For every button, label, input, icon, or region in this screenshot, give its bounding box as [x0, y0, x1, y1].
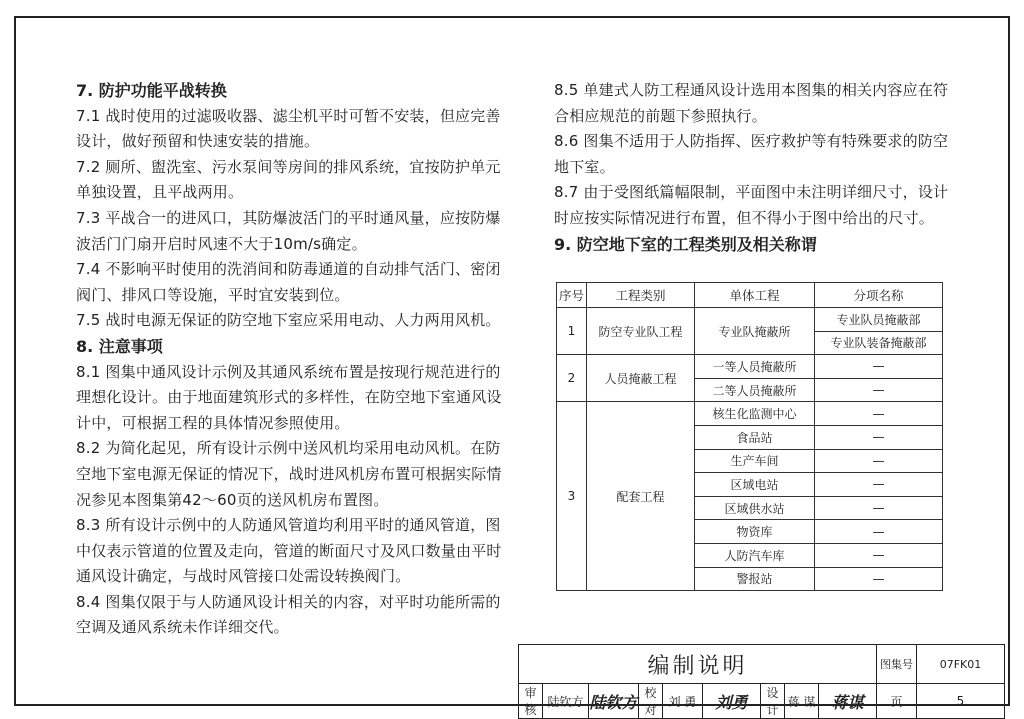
checker-signature: 刘勇: [703, 684, 761, 719]
unit-cell: 食品站: [695, 425, 815, 449]
unit-cell: 警报站: [695, 567, 815, 591]
unit-cell: 人防汽车库: [695, 543, 815, 567]
table-row: [557, 355, 943, 379]
para-8-1: 8.1 图集中通风设计示例及其通风系统布置是按现行规范进行的理想化设计。由于地面建筑形式的多样性，在防空地下室通风设计中，可根据工程的具体情况参照使用。: [76, 362, 502, 432]
category-cell: 人员掩蔽工程: [587, 355, 695, 402]
designer-name: 蒋 谋: [785, 684, 819, 719]
checker-name: 刘 勇: [663, 684, 703, 719]
table-row: [557, 308, 943, 332]
left-column: [76, 78, 506, 641]
right-column: [554, 78, 954, 257]
row-number: 1: [557, 308, 587, 355]
title-block: [518, 644, 1005, 719]
para-8-2: 8.2 为简化起见，所有设计示例中送风机均采用电动风机。在防空地下室电源无保证的情况下，战时进风机房布置可根据实际情况参见本图集第42～60页的送风机房布置图。: [76, 439, 502, 509]
section-9-title: 9. 防空地下室的工程类别及相关称谓: [554, 234, 817, 254]
para-8-5: 8.5 单建式人防工程通风设计选用本图集的相关内容应在符合相应规范的前题下参照执行。: [554, 81, 949, 125]
para-7-1: 7.1 战时使用的过滤吸收器、滤尘机平时可暂不安装，但应完善设计，做好预留和快速安装的措施。: [76, 106, 501, 151]
designer-signature: 蒋谋: [819, 684, 877, 719]
para-7-3: 7.3 平战合一的进风口，其防爆波活门的平时通风量，应按防爆波活门门扇开启时风速不大于10m/s确定。: [76, 208, 501, 253]
sub-cell: —: [815, 520, 943, 544]
para-7-4: 7.4 不影响平时使用的洗消间和防毒通道的自动排气活门、密闭阀门、排风口等设施，平时宜安装到位。: [76, 260, 501, 304]
unit-cell: 二等人员掩蔽所: [695, 378, 815, 402]
table-row: [557, 402, 943, 426]
sub-cell: —: [815, 402, 943, 426]
sub-cell: —: [815, 378, 943, 402]
engineering-category-table: [556, 282, 943, 591]
unit-cell: 物资库: [695, 520, 815, 544]
sub-cell: —: [815, 355, 943, 379]
sub-cell: —: [815, 449, 943, 473]
para-8-4: 8.4 图集仅限于与人防通风设计相关的内容，对平时功能所需的空调及通风系统未作详细交代。: [76, 592, 501, 637]
para-8-6: 8.6 图集不适用于人防指挥、医疗救护等有特殊要求的防空地下室。: [554, 132, 949, 176]
review-label: 审核: [519, 684, 543, 719]
section-7-title: 7. 防护功能平战转换: [76, 81, 227, 100]
page-label: 页: [877, 684, 917, 719]
sub-cell: —: [815, 543, 943, 567]
table-header: 分项名称: [815, 283, 943, 308]
category-cell: 防空专业队工程: [587, 308, 695, 355]
atlas-label: 图集号: [877, 645, 917, 684]
unit-cell: 一等人员掩蔽所: [695, 355, 815, 379]
sub-cell: —: [815, 496, 943, 520]
para-8-3: 8.3 所有设计示例中的人防通风管道均利用平时的通风管道，图中仅表示管道的位置及走向，管道的断面尺寸及风口数量由平时通风设计确定，与战时风管接口处需设转换阀门。: [76, 516, 502, 586]
unit-cell: 核生化监测中心: [695, 402, 815, 426]
unit-cell: 区域供水站: [695, 496, 815, 520]
check-label: 校对: [639, 684, 663, 719]
row-number: 3: [557, 402, 587, 591]
para-8-7: 8.7 由于受图纸篇幅限制，平面图中未注明详细尺寸，设计时应按实际情况进行布置，但不得小于图中给出的尺寸。: [554, 183, 949, 227]
unit-cell: 生产车间: [695, 449, 815, 473]
drawing-title: 编制说明: [519, 645, 877, 684]
reviewer-signature: 陆钦方: [589, 684, 639, 719]
reviewer-name: 陆钦方: [543, 684, 589, 719]
page-number: 5: [917, 684, 1005, 719]
category-cell: 配套工程: [587, 402, 695, 591]
unit-cell: 区域电站: [695, 473, 815, 497]
para-7-2: 7.2 厕所、盥洗室、污水泵间等房间的排风系统，宜按防护单元单独设置，且平战两用。: [76, 157, 501, 202]
sub-cell: —: [815, 473, 943, 497]
sub-cell: 专业队装备掩蔽部: [815, 331, 943, 355]
table-header: 序号: [557, 283, 587, 308]
sub-cell: —: [815, 425, 943, 449]
table-header-row: [557, 283, 943, 308]
sub-cell: —: [815, 567, 943, 591]
design-label: 设计: [761, 684, 785, 719]
table-header: 单体工程: [695, 283, 815, 308]
sub-cell: 专业队员掩蔽部: [815, 308, 943, 332]
row-number: 2: [557, 355, 587, 402]
section-8-title: 8. 注意事项: [76, 336, 163, 356]
unit-cell: 专业队掩蔽所: [695, 308, 815, 355]
atlas-number: 07FK01: [917, 645, 1005, 684]
para-7-5: 7.5 战时电源无保证的防空地下室应采用电动、人力两用风机。: [76, 311, 501, 330]
table-header: 工程类别: [587, 283, 695, 308]
